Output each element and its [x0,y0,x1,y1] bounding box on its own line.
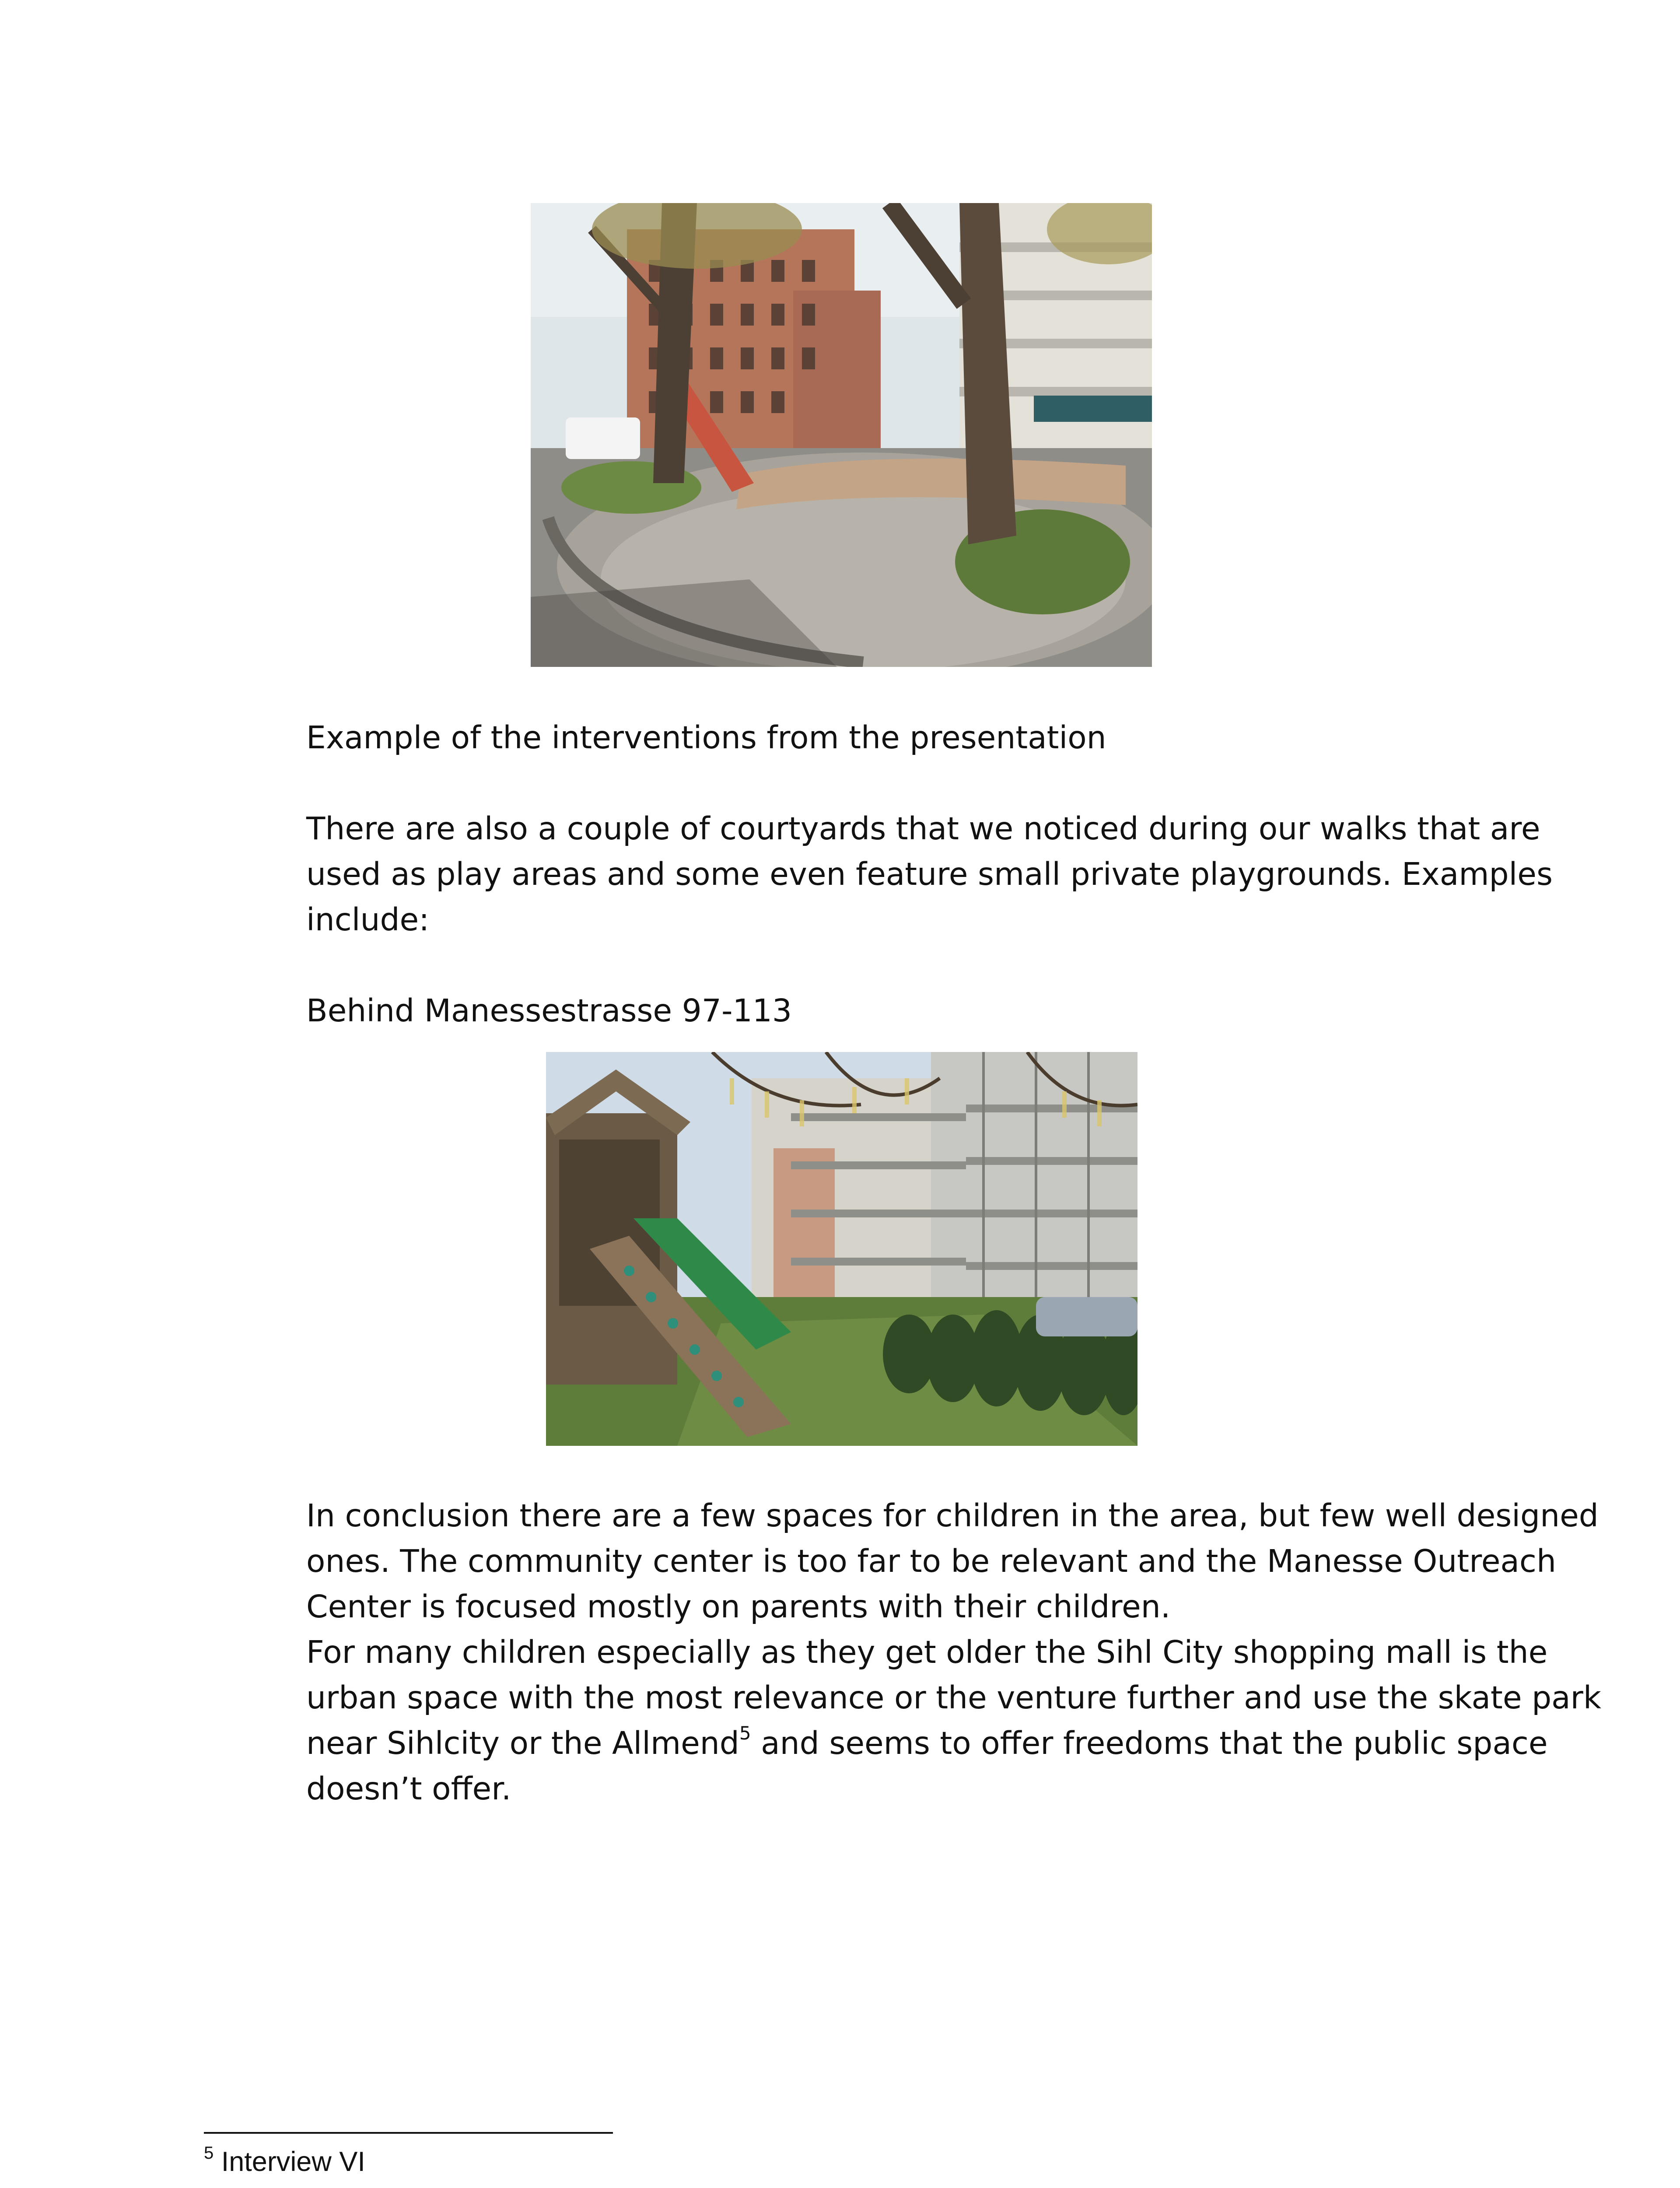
location-label: Behind Manessestrasse 97-113 [306,992,792,1029]
conclusion-line5: urban space with the most relevance or the venture further and use the skate park [306,1680,1601,1716]
plaza-playground-photo [531,203,1152,667]
conclusion-line6-text: near Sihlcity or the Allmend [306,1725,739,1761]
footnote-mark: 5 [204,2143,214,2163]
conclusion-line2: ones. The community center is too far to be relevant and the Manesse Outreach [306,1543,1556,1579]
footnote-reference[interactable]: 5 [739,1722,751,1744]
conclusion-line3: Center is focused mostly on parents with their children. [306,1588,1171,1625]
photo1-caption: Example of the interventions from the presentation [306,719,1106,756]
conclusion-line1: In conclusion there are a few spaces for children in the area, but few well designed [306,1497,1599,1534]
footnote-divider [204,2132,613,2134]
courtyards-paragraph-line1: There are also a couple of courtyards that we noticed during our walks that are [306,810,1540,847]
conclusion-line7: doesn’t offer. [306,1771,511,1807]
conclusion-line4: For many children especially as they get older the Sihl City shopping mall is the [306,1634,1548,1670]
courtyards-paragraph-line2: used as play areas and some even feature small private playgrounds. Examples [306,856,1553,892]
footnote [204,2144,365,2179]
footnote-text: Interview VI [214,2146,365,2177]
courtyards-paragraph-line3: include: [306,901,430,938]
conclusion-line6-text-rest: and seems to offer freedoms that the public space [751,1725,1548,1761]
conclusion-line6 [306,1721,1548,1766]
courtyard-playground-photo [546,1052,1138,1446]
